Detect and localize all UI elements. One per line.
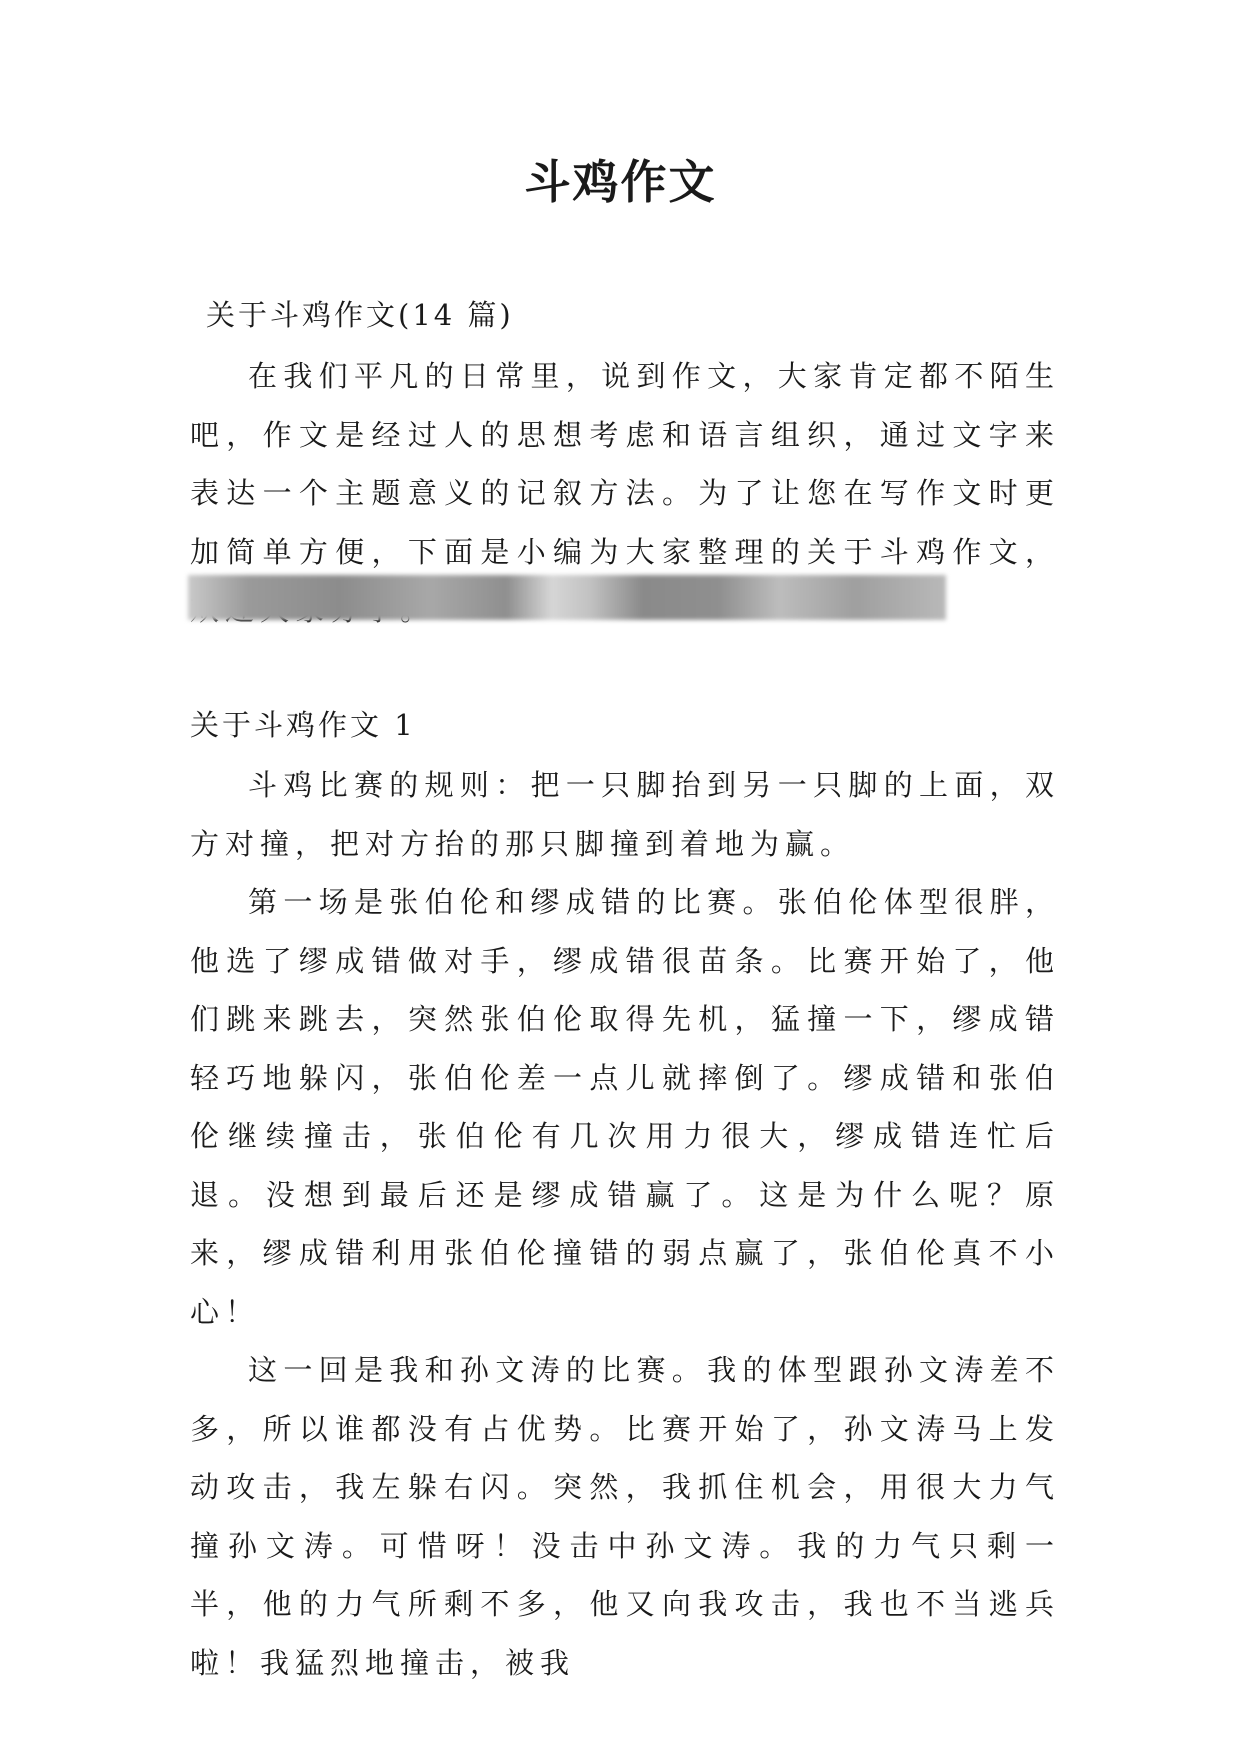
essay-paragraph: 斗鸡比赛的规则：把一只脚抬到另一只脚的上面，双方对撞，把对方抬的那只脚撞到着地为赢。: [190, 768, 1060, 861]
section-heading: 关于斗鸡作文 1: [190, 708, 416, 742]
document-subtitle: 关于斗鸡作文(14 篇): [206, 298, 514, 332]
essay-paragraph: 这一回是我和孙文涛的比赛。我的体型跟孙文涛差不多，所以谁都没有占优势。比赛开始了，孙文涛马上发动攻击，我左躲右闪。突然，我抓住机会，用很大力气撞孙文涛。可惜呀！没击中孙文涛。我的力气只剩一半，他的力气所剩不多，他又向我攻击，我也不当逃兵啦！我猛烈地撞击，被我: [190, 1353, 1060, 1680]
blurred-redaction-bar: [188, 575, 946, 620]
essay-content: [190, 756, 1060, 1692]
document-title: 斗鸡作文: [524, 155, 717, 209]
essay-paragraph: 第一场是张伯伦和缪成错的比赛。张伯伦体型很胖，他选了缪成错做对手，缪成错很苗条。比赛开始了，他们跳来跳去，突然张伯伦取得先机，猛撞一下，缪成错轻巧地躲闪，张伯伦差一点儿就摔倒了。缪成错和张伯伦继续撞击，张伯伦有几次用力很大，缪成错连忙后退。没想到最后还是缪成错赢了。这是为什么呢？原来，缪成错利用张伯伦撞错的弱点赢了，张伯伦真不小心！: [190, 885, 1060, 1329]
intro-paragraph: 在我们平凡的日常里，说到作文，大家肯定都不陌生吧，作文是经过人的思想考虑和语言组织，通过文字来表达一个主题意义的记叙方法。为了让您在写作文时更加简单方便，下面是小编为大家整理的关于斗鸡作文，: [190, 359, 1060, 569]
